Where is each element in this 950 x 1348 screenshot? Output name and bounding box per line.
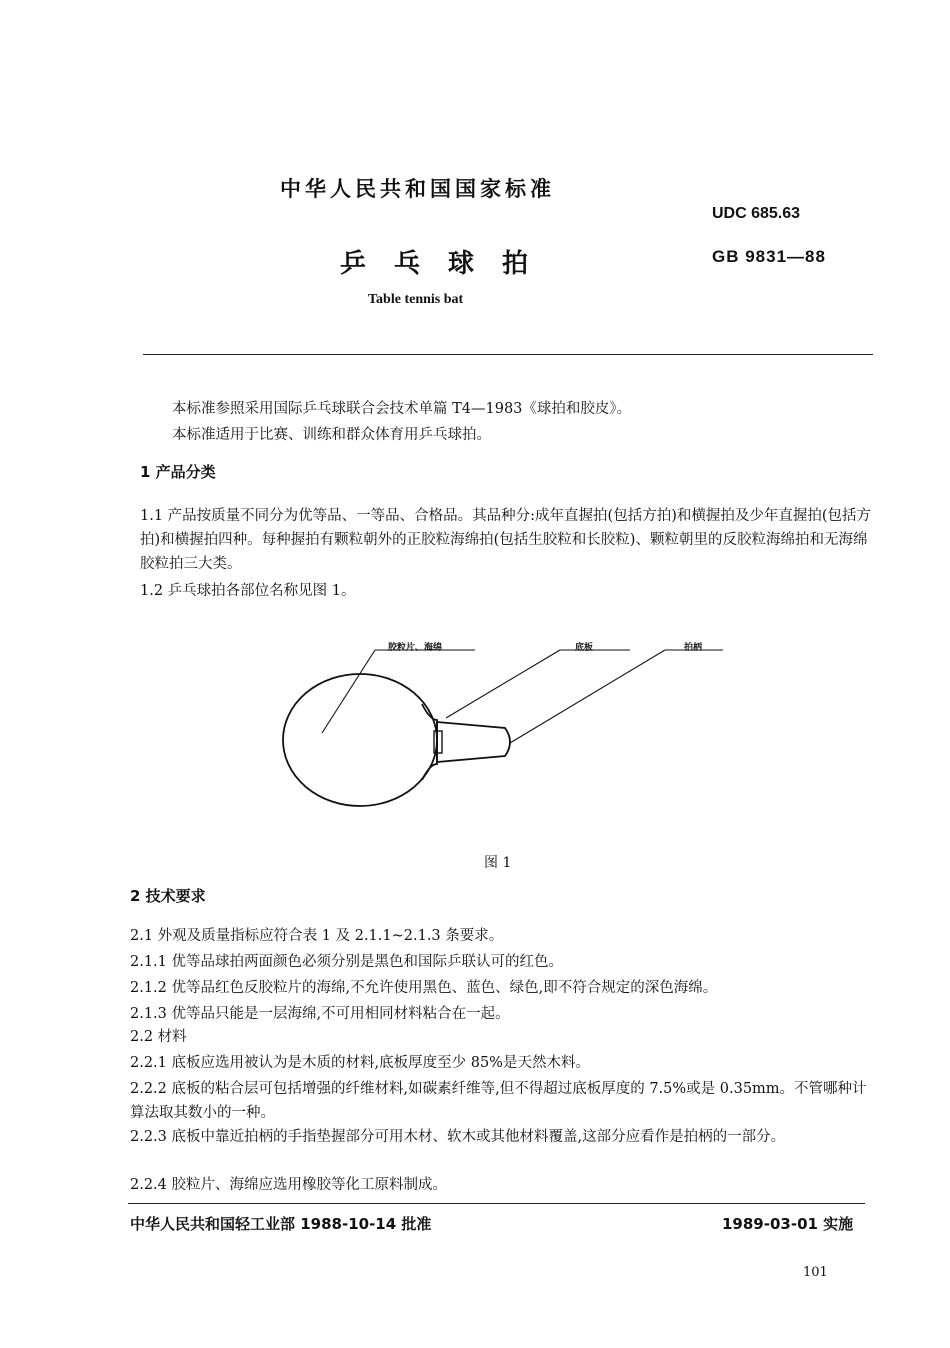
label-rubber-sponge: 胶粒片、海绵: [388, 643, 443, 653]
bat-blade-shape: [283, 674, 437, 806]
item-2-2-3: 2.2.3 底板中靠近拍柄的手指垫握部分可用木材、软木或其他材料覆盖,这部分应看作是拍柄的一部分。: [130, 1129, 786, 1145]
figure-caption: 图 1: [484, 855, 512, 871]
page-number: 101: [803, 1265, 828, 1280]
item-2-1-3: 2.1.3 优等品只能是一层海绵,不可用相同材料粘合在一起。: [130, 1006, 510, 1022]
header-divider: [143, 354, 873, 355]
section-1-heading: 1 产品分类: [140, 463, 216, 481]
item-2-2: 2.2 材料: [130, 1029, 187, 1045]
approval-line: 中华人民共和国轻工业部 1988-10-14 批准: [130, 1215, 432, 1233]
udc-code: UDC 685.63: [712, 205, 801, 222]
bat-shoulder-shape: [422, 704, 437, 780]
paragraph-1-1: 1.1 产品按质量不同分为优等品、一等品、合格品。其品种分:成年直握拍(包括方拍)和横握拍及少年直握拍(包括方拍)和横握拍四种。每种握拍有颗粒朝外的正胶粒海绵拍(包括生胶粒和长胶粒)、颗粒朝里的反胶粒海绵拍和无海绵胶粒拍三大类。: [140, 508, 872, 572]
standard-title: 中华人民共和国国家标准: [280, 177, 555, 201]
footer-divider: [128, 1203, 865, 1204]
effective-date: 1989-03-01 实施: [722, 1215, 854, 1233]
item-2-2-1: 2.2.1 底板应选用被认为是木质的材料,底板厚度至少 85%是天然木料。: [130, 1055, 590, 1071]
handle-flare-shape: [434, 731, 442, 753]
item-2-2-4: 2.2.4 胶粒片、海绵应选用橡胶等化工原料制成。: [130, 1177, 448, 1193]
label-blade: 底板: [575, 643, 594, 653]
gb-code: GB 9831—88: [712, 247, 826, 266]
paragraph-1-2: 1.2 乒乓球拍各部位名称见图 1。: [140, 583, 356, 599]
item-2-1-1: 2.1.1 优等品球拍两面颜色必须分别是黑色和国际乒联认可的红色。: [130, 954, 564, 970]
bat-handle-shape: [437, 722, 510, 762]
item-2-1: 2.1 外观及质量指标应符合表 1 及 2.1.1~2.1.3 条要求。: [130, 928, 504, 944]
bat-diagram: [270, 630, 750, 840]
item-2-1-2: 2.1.2 优等品红色反胶粒片的海绵,不允许使用黑色、蓝色、绿色,即不符合规定的深色海绵。: [130, 980, 718, 996]
label-handle: 拍柄: [684, 643, 703, 653]
english-title: Table tennis bat: [368, 292, 464, 307]
intro-line-2: 本标准适用于比赛、训练和群众体育用乒乓球拍。: [172, 427, 491, 443]
intro-line-1: 本标准参照采用国际乒乓球联合会技术单篇 T4—1983《球拍和胶皮》。: [172, 401, 632, 417]
leader-blade: [446, 650, 560, 718]
leader-rubber: [322, 650, 375, 733]
section-2-heading: 2 技术要求: [130, 887, 206, 905]
item-2-2-2: 2.2.2 底板的粘合层可包括增强的纤维材料,如碳素纤维等,但不得超过底板厚度的 7.5%或是 0.35mm。不管哪种计算法取其数小的一种。: [130, 1081, 867, 1121]
leader-handle: [510, 650, 665, 743]
document-title: 乒乓球拍: [340, 249, 557, 279]
